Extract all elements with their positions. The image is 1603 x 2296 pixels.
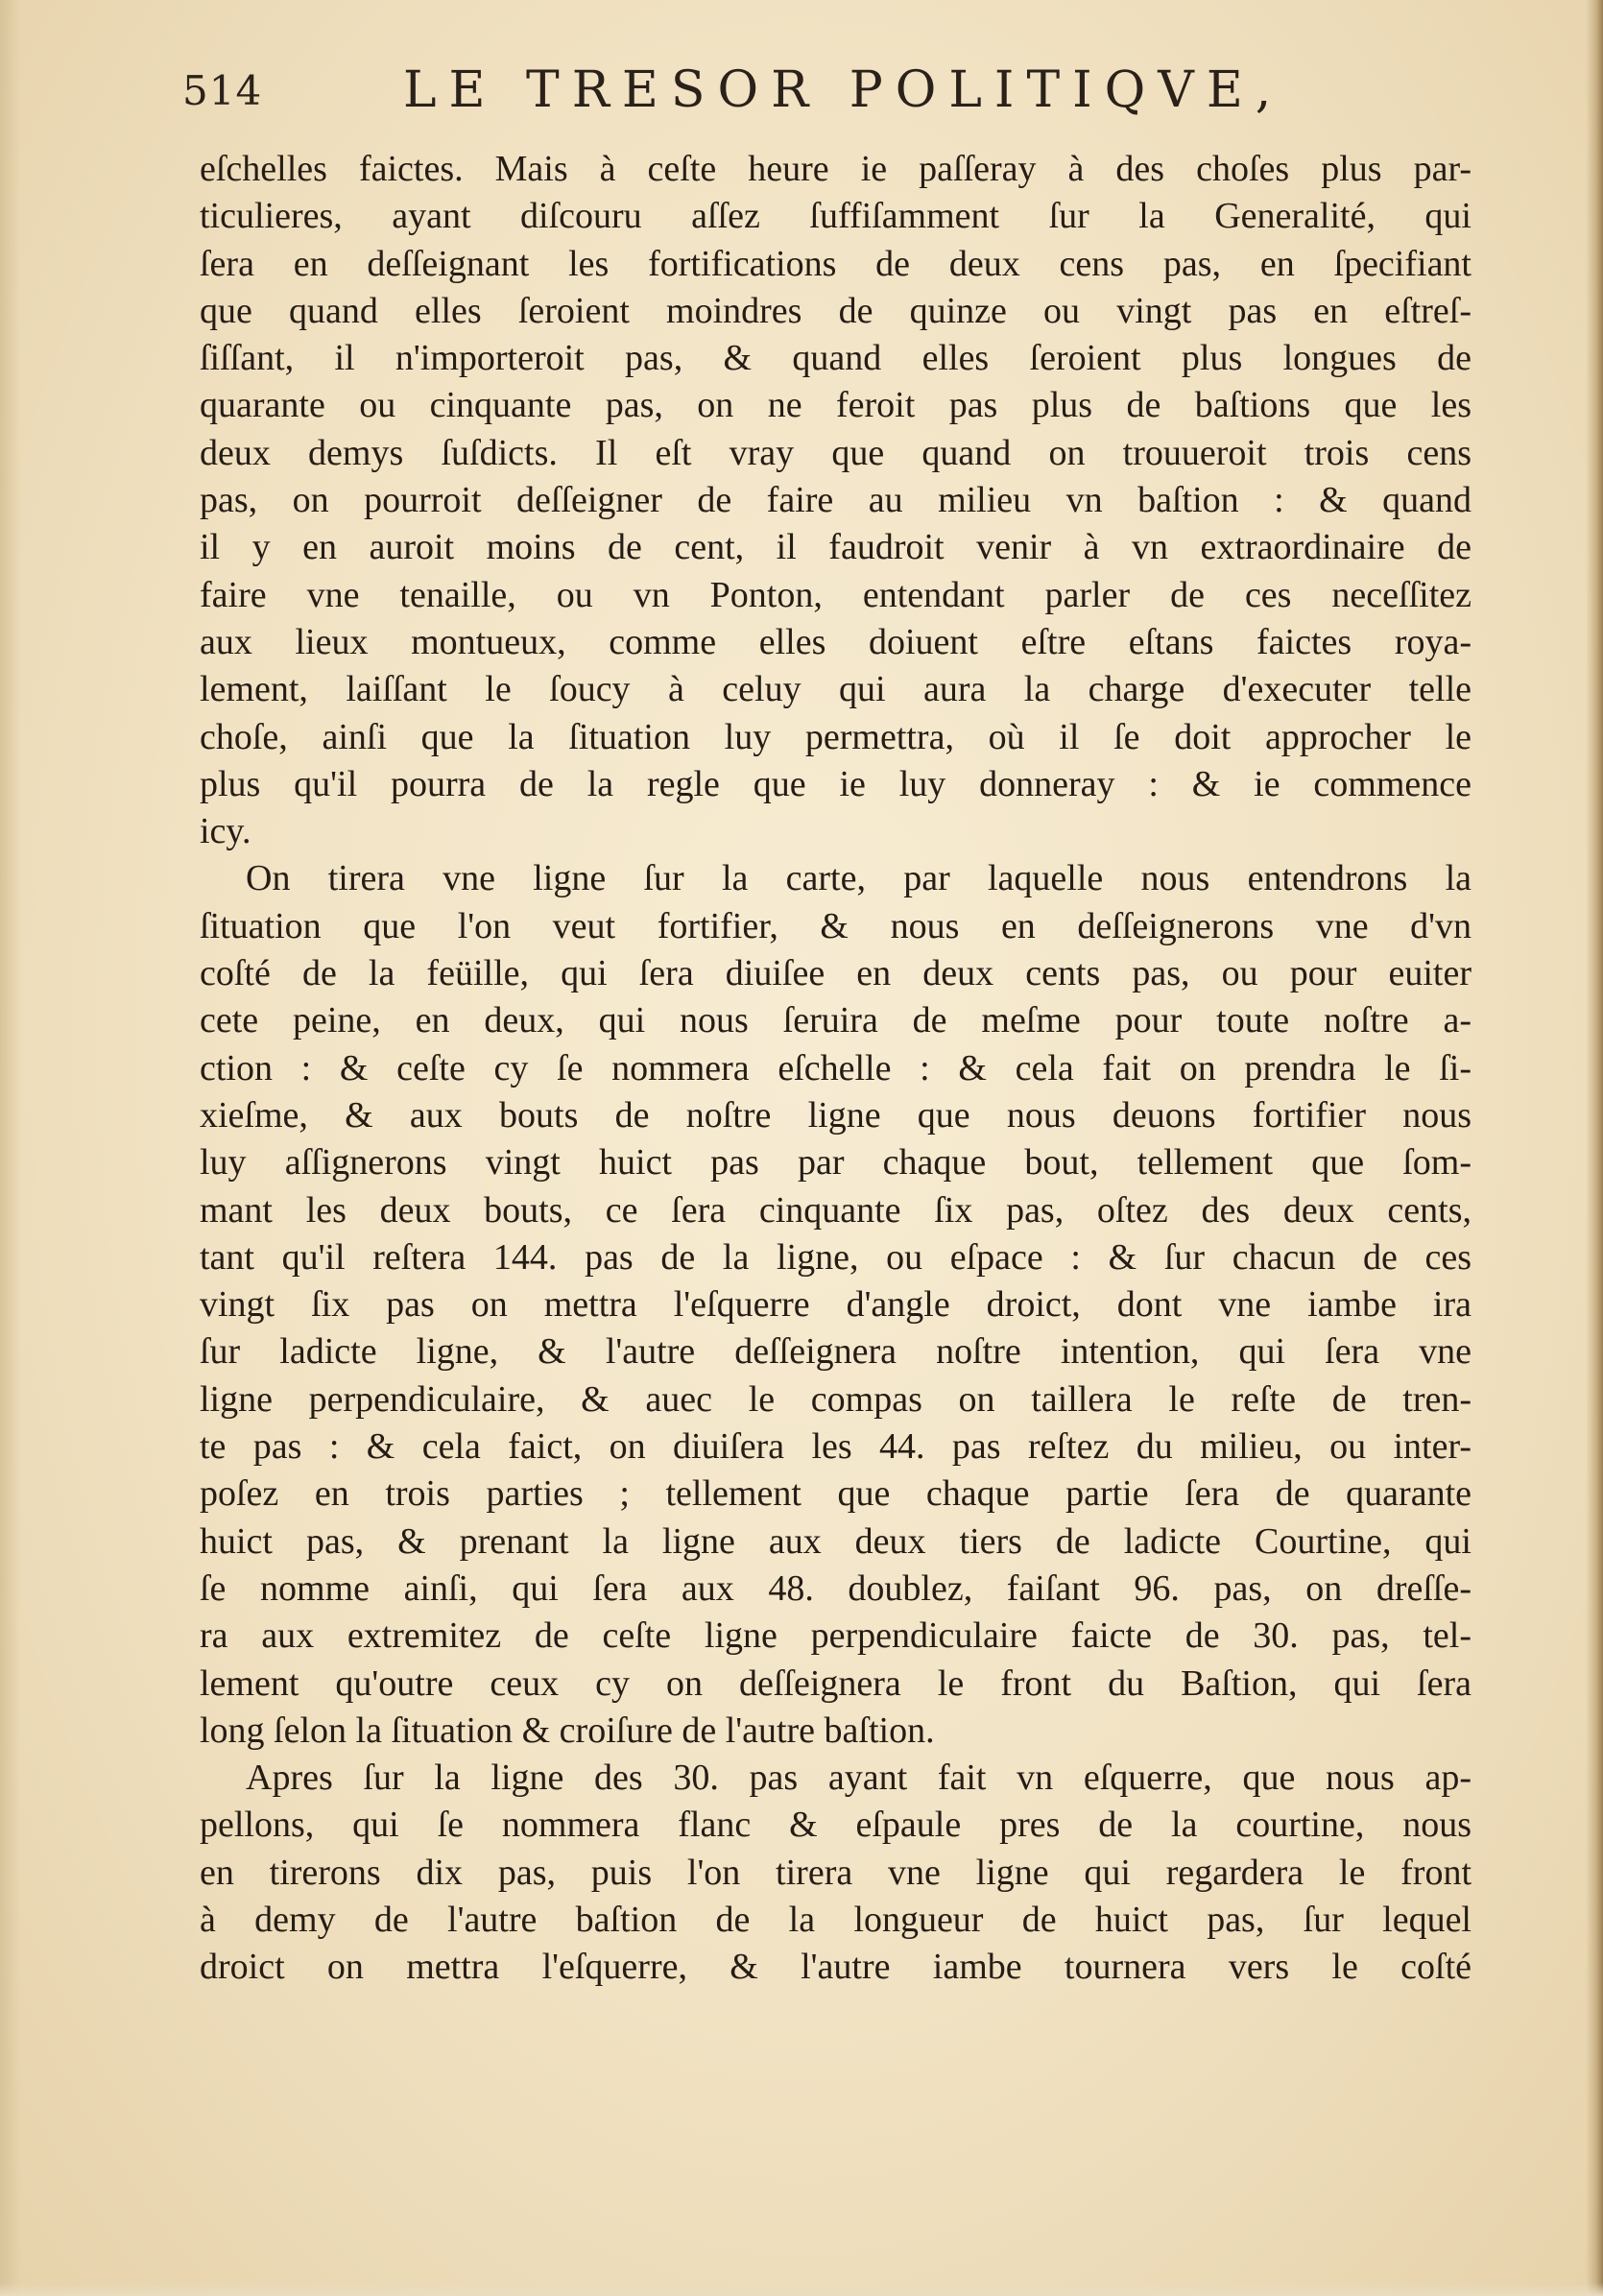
text-line: ticulieres, ayant diſcouru aſſez ſuffiſamment ſur la Generalité, qui — [200, 196, 1471, 237]
paragraph-first-line: Apres ſur la ligne des 30. pas ayant fait vn eſquerre, que nous ap- — [246, 1758, 1471, 1799]
text-line: ſera en deſſeignant les fortifications de deux cens pas, en ſpecifiant — [200, 243, 1471, 284]
page-shadow-bottom — [0, 2283, 1603, 2296]
text-line: icy. — [200, 811, 251, 852]
page-number: 514 — [182, 67, 263, 114]
text-line: aux lieux montueux, comme elles doiuent eſtre eſtans faictes roya- — [200, 621, 1471, 662]
text-line: deux demys ſuſdicts. Il eſt vray que quand on trouueroit trois cens — [200, 432, 1471, 473]
text-line: vingt ſix pas on mettra l'eſquerre d'angle droict, dont vne iambe ira — [200, 1284, 1471, 1326]
text-line: ſe nomme ainſi, qui ſera aux 48. doublez, faiſant 96. pas, on dreſſe- — [200, 1567, 1471, 1609]
text-line: ra aux extremitez de ceſte ligne perpendiculaire faicte de 30. pas, tel- — [200, 1615, 1471, 1657]
text-line: poſez en trois parties ; tellement que chaque partie ſera de quarante — [200, 1473, 1471, 1515]
text-line: ſituation que l'on veut fortifier, & nous en deſſeignerons vne d'vn — [200, 905, 1471, 946]
paragraph-first-line: On tirera vne ligne ſur la carte, par laquelle nous entendrons la — [246, 858, 1471, 899]
text-line: ligne perpendiculaire, & auec le compas on taillera le reſte de tren- — [200, 1378, 1471, 1420]
text-line: xieſme, & aux bouts de noſtre ligne que nous deuons fortifier nous — [200, 1094, 1471, 1136]
text-line: eſchelles faictes. Mais à ceſte heure ie paſſeray à des choſes plus par- — [200, 149, 1471, 189]
text-line: lement qu'outre ceux cy on deſſeignera le front du Baſtion, qui ſera — [200, 1662, 1471, 1704]
running-title: LE TRESOR POLITIQVE, — [403, 61, 1284, 119]
text-line: tant qu'il reſtera 144. pas de la ligne, ou eſpace : & ſur chacun de ces — [200, 1236, 1471, 1278]
body-text — [200, 146, 1471, 1992]
text-line: droict on mettra l'eſquerre, & l'autre iambe tournera vers le coſté — [200, 1947, 1471, 1988]
text-line: plus qu'il pourra de la regle que ie luy donneray : & ie commence — [200, 763, 1471, 804]
text-line: faire vne tenaille, ou vn Ponton, entendant parler de ces neceſſitez — [200, 574, 1471, 615]
text-line: pas, on pourroit deſſeigner de faire au milieu vn baſtion : & quand — [200, 480, 1471, 521]
page-header — [182, 61, 1469, 138]
text-line: lement, laiſſant le ſoucy à celuy qui aura la charge d'executer telle — [200, 669, 1471, 710]
text-line: te pas : & cela faict, on diuiſera les 44. pas reſtez du milieu, ou inter- — [200, 1426, 1471, 1468]
text-line: il y en auroit moins de cent, il faudroit venir à vn extraordinaire de — [200, 527, 1471, 568]
text-line: à demy de l'autre baſtion de la longueur de huict pas, ſur lequel — [200, 1899, 1471, 1940]
text-line: que quand elles ſeroient moindres de quinze ou vingt pas en eſtreſ- — [200, 290, 1471, 331]
page-shadow-right — [1586, 0, 1603, 2296]
text-line: ſur ladicte ligne, & l'autre deſſeignera noſtre intention, qui ſera vne — [200, 1331, 1471, 1373]
text-line: quarante ou cinquante pas, on ne feroit pas plus de baſtions que les — [200, 385, 1471, 426]
text-line: mant les deux bouts, ce ſera cinquante ſix pas, oſtez des deux cents, — [200, 1189, 1471, 1231]
text-line: long ſelon la ſituation & croiſure de l'autre baſtion. — [200, 1710, 935, 1751]
text-line: coſté de la feüille, qui ſera diuiſee en deux cents pas, ou pour euiter — [200, 953, 1471, 994]
text-line: cete peine, en deux, qui nous ſeruira de meſme pour toute noſtre a- — [200, 1000, 1471, 1041]
page-shadow-left — [0, 0, 21, 2296]
text-line: en tirerons dix pas, puis l'on tirera vne ligne qui regardera le front — [200, 1852, 1471, 1893]
text-line: choſe, ainſi que la ſituation luy permettra, où il ſe doit approcher le — [200, 716, 1471, 757]
text-line: luy aſſignerons vingt huict pas par chaque bout, tellement que ſom- — [200, 1142, 1471, 1184]
text-line: ction : & ceſte cy ſe nommera eſchelle : & cela fait on prendra le ſi- — [200, 1047, 1471, 1088]
text-line: pellons, qui ſe nommera flanc & eſpaule pres de la courtine, nous — [200, 1805, 1471, 1846]
text-line: ſiſſant, il n'importeroit pas, & quand elles ſeroient plus longues de — [200, 338, 1471, 379]
text-line: huict pas, & prenant la ligne aux deux tiers de ladicte Courtine, qui — [200, 1520, 1471, 1562]
